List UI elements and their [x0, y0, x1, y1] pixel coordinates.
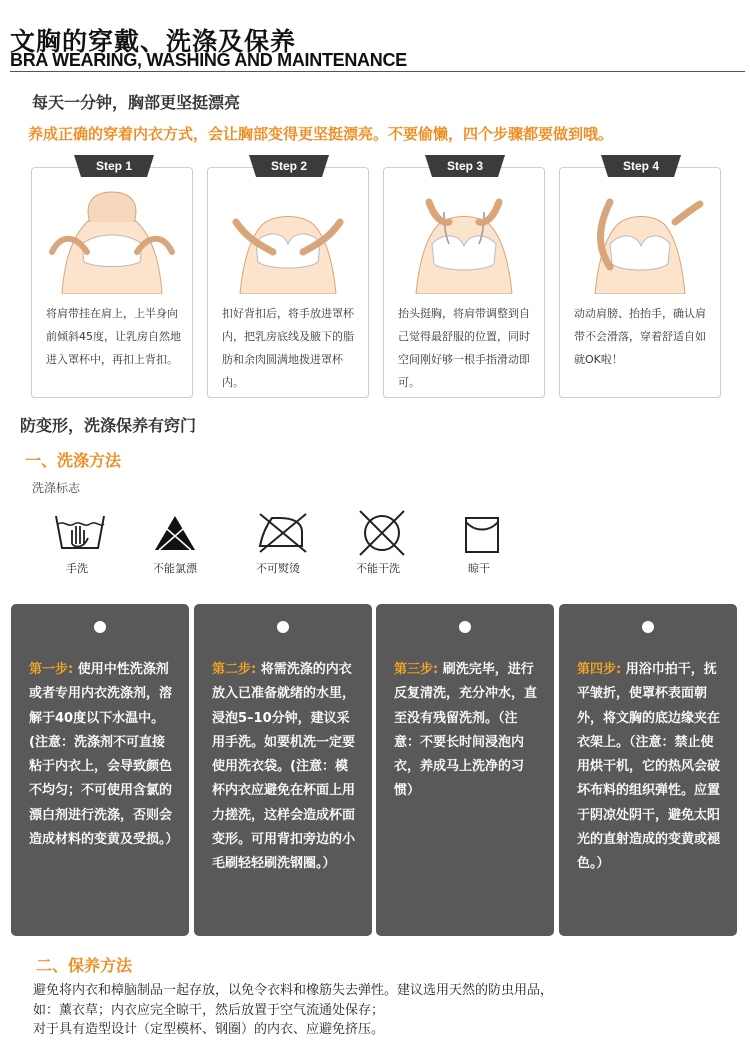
care-section-title: 二、保养方法 — [36, 956, 133, 975]
wash-step-panel-4 — [559, 604, 737, 936]
line-dry-icon — [453, 508, 513, 558]
wash-step-4-body: 用浴巾拍干，抚平皱折，使罩杯表面朝外，将文胸的底边缘夹在衣架上。（注意：禁止使用烘干机，它的热风会破坏布料的组织弹性。应置于阴凉处阴干，避免太阳光的直射造成的变黄或褪色。） — [577, 662, 721, 872]
no-bleach-icon — [145, 508, 205, 558]
header-divider — [10, 71, 745, 72]
step-1-text: 将肩带挂在肩上，上半身向前倾斜45度，让乳房自然地进入罩杯中，再扣上背扣。 — [46, 307, 181, 366]
no-iron-icon — [252, 508, 312, 558]
step-tab-3: Step 3 — [432, 155, 498, 177]
panel-hole-dot — [94, 621, 106, 633]
intro-tagline: 养成正确的穿着内衣方式，会让胸部变得更坚挺漂亮。不要偷懒，四个步骤都要做到哦。 — [28, 125, 614, 143]
step-3-illustration — [394, 182, 534, 294]
hand-wash-label: 手洗 — [66, 562, 88, 575]
wash-step-2-label: 第二步: — [212, 662, 257, 677]
wash-step-panel-1 — [11, 604, 189, 936]
panel-hole-dot — [459, 621, 471, 633]
step-2-illustration — [218, 182, 358, 294]
step-3-text: 抬头挺胸，将肩带调整到自己觉得最舒服的位置，同时空间刚好够一根手指滑动即可。 — [398, 307, 530, 389]
page-subtitle-en: BRA WEARING, WASHING AND MAINTENANCE — [10, 50, 407, 70]
step-tab-4: Step 4 — [608, 155, 674, 177]
step-tab-1: Step 1 — [81, 155, 147, 177]
page-title: 文胸的穿戴、洗涤及保养 — [10, 27, 297, 56]
step-card-3 — [383, 167, 545, 398]
wash-step-1-label: 第一步: — [29, 662, 74, 677]
wash-step-3-label: 第三步: — [394, 662, 439, 677]
step-1-illustration — [42, 182, 182, 294]
wash-step-1-body: 使用中性洗涤剂或者专用内衣洗涤剂，溶解于40度以下水温中。(注意：洗涤剂不可直接粘于内衣上，会导致颜色不均匀；不可使用含氯的漂白剂进行洗涤，否则会造成材料的变黄及受损。） — [29, 662, 179, 848]
intro-subhead: 每天一分钟，胸部更坚挺漂亮 — [32, 93, 241, 112]
wash-step-2-text — [212, 658, 358, 877]
wash-step-4-label: 第四步: — [577, 662, 622, 677]
care-line-3: 对于具有造型设计（定型模杯、钢圈）的内衣、应避免挤压。 — [33, 1022, 385, 1037]
wash-step-2-body: 将需洗涤的内衣放入已准备就绪的水里，浸泡5–10分钟，建议采用手洗。如要机洗一定要使用洗衣袋。(注意：模杯内衣应避免在杯面上用力搓洗，这样会造成杯面变形。可用背扣旁边的小毛刷轻轻刷洗钢圈。） — [212, 662, 356, 872]
wash-step-4-text — [577, 658, 723, 877]
no-dry-clean-icon — [352, 508, 412, 558]
hand-wash-icon — [50, 508, 110, 558]
no-iron-label: 不可熨烫 — [256, 562, 300, 575]
washing-intro-heading: 防变形，洗涤保养有窍门 — [20, 416, 197, 435]
wash-step-panel-2 — [194, 604, 372, 936]
wash-step-3-body: 刷洗完毕，进行反复清洗，充分冲水，直至没有残留洗剂。（注意：不要长时间浸泡内衣，养成马上洗净的习惯） — [394, 662, 538, 799]
step-2-text: 扣好背扣后，将手放进罩杯内，把乳房底线及腋下的脂肪和余肉圆满地拨进罩杯内。 — [222, 307, 354, 389]
panel-hole-dot — [642, 621, 654, 633]
care-line-2: 如：薰衣草；内衣应完全晾干，然后放置于空气流通处保存； — [33, 1003, 385, 1018]
step-4-text: 动动肩膀、抬抬手，确认肩带不会滑落，穿着舒适自如就OK啦！ — [574, 307, 706, 366]
step-card-2 — [207, 167, 369, 398]
step-card-4 — [559, 167, 721, 398]
wash-step-panel-3 — [376, 604, 554, 936]
no-bleach-label: 不能氯漂 — [153, 562, 197, 575]
wash-symbols-label: 洗涤标志 — [32, 481, 81, 495]
washing-section-title: 一、洗涤方法 — [25, 451, 122, 470]
line-dry-label: 晾干 — [468, 562, 490, 575]
care-line-1: 避免将内衣和樟脑制品一起存放，以免令衣料和橡筋失去弹性。建议选用天然的防虫用品， — [33, 983, 554, 998]
wash-step-1-text — [29, 658, 179, 852]
no-dry-clean-label: 不能干洗 — [356, 562, 400, 575]
wash-step-3-text — [394, 658, 540, 804]
step-card-1 — [31, 167, 193, 398]
step-4-illustration — [570, 182, 710, 294]
step-tab-2: Step 2 — [256, 155, 322, 177]
panel-hole-dot — [277, 621, 289, 633]
